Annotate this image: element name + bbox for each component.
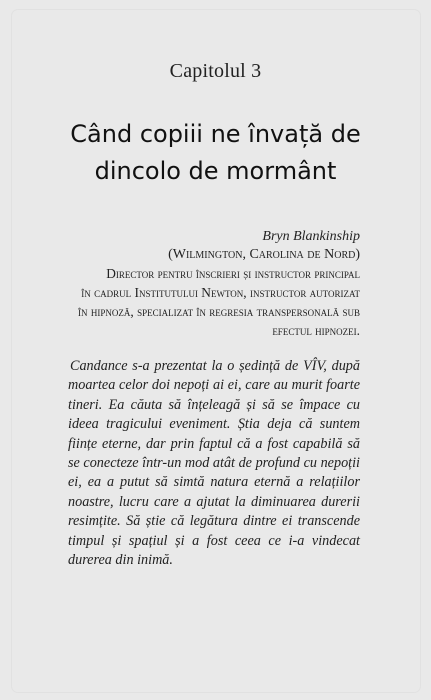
body-paragraph: Candance s-a prezentat la o ședință de VÎV, după moartea celor doi nepoți ai ei, care au murit foarte tineri. Ea căuta să înțeleagă și să se împace cu ideea tragicului eveniment. Știa deja că suntem ființe eterne, dar prin faptul că a fost capabilă să se conecteze într-un mod atât de profund cu nepoții ei, ea a putut să simtă natura eternă a relațiilor noastre, lucru care a ajutat la diminuarea durerii resimțite. Să știe că legătura dintre ei transcende timpul și spațiul și a fost ceea ce i-a vindecat durerea din inimă. xyxy=(68,358,360,569)
author-description-line-4: efectul hipnozei. xyxy=(272,323,360,338)
author-block xyxy=(60,228,360,340)
author-location: (Wilmington, Carolina de Nord) xyxy=(168,247,360,262)
chapter-title xyxy=(0,116,431,190)
chapter-label: Capitolul 3 xyxy=(169,60,262,82)
author-name: Bryn Blankinship xyxy=(262,229,360,244)
author-description-line-1: Director pentru înscrieri și instructor principal xyxy=(106,266,360,281)
chapter-title-line-1: Când copiii ne învață de xyxy=(70,120,361,148)
chapter-title-line-2: dincolo de mormânt xyxy=(94,157,337,185)
book-page xyxy=(12,10,420,692)
author-description-line-3: în hipnoză, specializat în regresia transpersonală sub xyxy=(78,304,360,319)
author-description-line-2: în cadrul Institutului Newton, instructor autorizat xyxy=(81,285,360,300)
